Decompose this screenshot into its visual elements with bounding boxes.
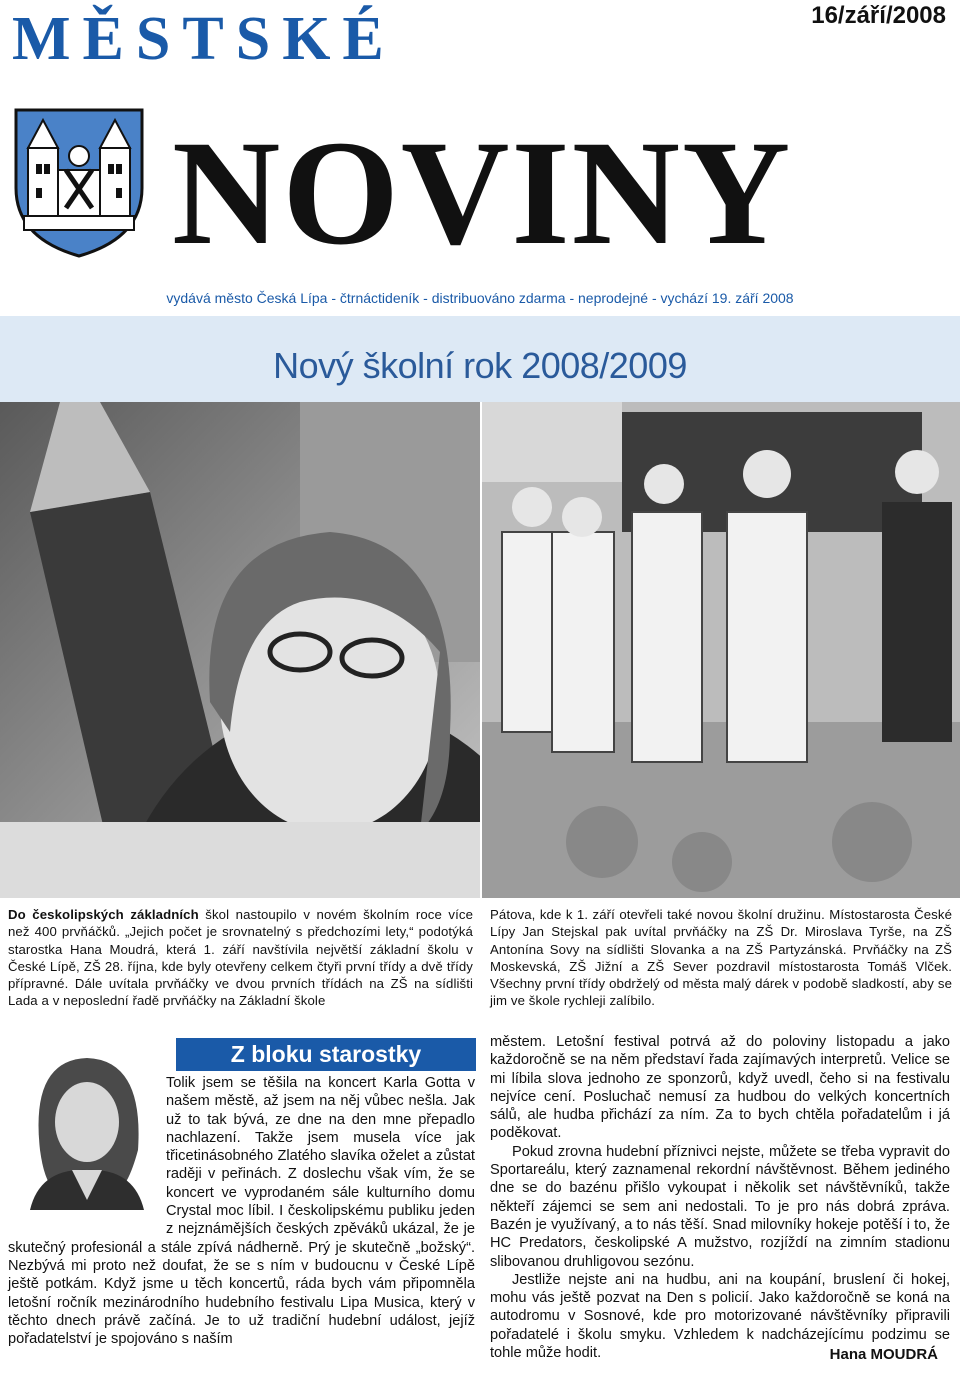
- column-signature: Hana MOUDRÁ: [829, 1346, 938, 1363]
- lead-text-left: [8, 906, 473, 1010]
- masthead-top-title: MĚSTSKÉ: [12, 5, 396, 73]
- lead-text-left-rest: škol nastoupilo v novém školním roce více než 400 prvňáčků. „Jejich počet je srovnatelný s předchozími lety,“ podotýká starostka Hana Moudrá, která 1. září navštívila největší základní školu v České Lípě, ZŠ 28. října, kde byly otevřeny celkem čtyři první třídy a dvě třídy přípravné. Dále uvítala prvňáčky ve dvou prvních třídách na ZŠ na sídlišti Lada a v neposlední řadě prvňáčky na Základní škole: [8, 907, 474, 1009]
- masthead-main-title: NOVINY: [172, 110, 793, 276]
- photo-girl-with-cone: [0, 402, 480, 898]
- column-paragraph-3: Jestliže nejste ani na hudbu, ani na koupání, bruslení či hokej, mohu vás ještě pozvat na Den s policií. Jako každoročně se koná na autodromu v Sosnové, kde pro motorizované návštěvníky připravili pořadatelé i školu smyku. Vzhledem k nadcházejícímu podzimu se tohle může hodit.: [490, 1271, 950, 1362]
- column-text-left: [8, 1074, 475, 1348]
- page-headline: Nový školní rok 2008/2009: [273, 345, 687, 386]
- lead-bold-start: Do českolipských základních: [8, 907, 199, 922]
- column-text-right: [490, 1033, 950, 1362]
- issue-date: 16/září/2008: [811, 2, 946, 29]
- portrait-float: [8, 1074, 166, 1228]
- tagline: vydává město Česká Lípa - čtrnáctideník - distribuováno zdarma - neprodejné - vychází 19. září 2008: [166, 290, 794, 306]
- column-paragraph-2: Pokud zrovna hudební příznivci nejste, můžete se třeba vypravit do Sportareálu, který zaznamenal rekordní návštěvnost. Během jediného dne se do bazénu přišlo vykoupat i několik set návštěvníků, takže někteří zájemci se sem ani nedostali. To je pro nás dobrá zpráva. Bazén je využívaný, a to nás těší. Snad milovníky hokeje potěší i to, že HC Predators, českolipské A mužstvo, rozjíždí na zimním stadionu slibovanou druhligovou sezónu.: [490, 1143, 950, 1270]
- coat-of-arms-icon: [14, 108, 144, 258]
- lead-text-right: Pátova, kde k 1. září otevřeli také novou školní družinu. Místostarosta České Lípy Jan Stejskal pak uvítal prvňáčky na ZŠ Dr. Miroslava Tyrše, na ZŠ Antonína Sovy na sídlišti Slovanka a na ZŠ Partyzánská. Prvňáčky na ZŠ Moskevská, ZŠ Jižní a ZŠ Sever pozdravil místostarosta Tomáš Vlček. Všechny první třídy obdrželý od města malý dárek v podobě sladkostí, aby se jim ve škole rychleji zalíbilo.: [490, 907, 952, 1009]
- column-paragraph-1: městem. Letošní festival potrvá až do poloviny listopadu a jako každoročně se na něm představí řada zajímavých interpretů. Velice se mi líbila slova jednoho ze sponzorů, když uvedl, čeho si na festivalu nejvíce cení. Posluchač nemusí za hudbou do velkých koncertních sálů, ale hudba přichází za ním. Za to bych chtěla pořadatelům i já poděkovat.: [490, 1034, 950, 1142]
- column-text-left-body: Tolik jsem se těšila na koncert Karla Gotta v našem městě, až jsem na něj vůbec nešla. Jak už to tak bývá, ze dne na den mne přepadlo nachlazení. Takže jsem musela více jak třicetinásobného Zlatého slavíka oželet a zůstat raději v peřinách. Z doslechu však vím, že se koncert ve vyprodaném sále kulturního domu Crystal moc líbil. I českolipskému publiku jeden z nejznámějších českých zpěváků ukázal, že je skutečný profesionál a stále zpívá nádherně. Prý je skutečně „božský“. Nezbývá mi proto než doufat, že se s ním v budoucnu v České Lípě ještě potkám. Když jsme u těch koncertů, ráda bych vám připomněla letošní ročník mezinárodního hudebního festivalu Lipa Musica, který v těchto dnech právě začíná. Je to už tradiční hudební událost, jejíž pořadatelství je spojováno s naším: [8, 1075, 475, 1348]
- column-heading: Z bloku starostky: [176, 1038, 476, 1071]
- photo-classroom-visit: [482, 402, 960, 898]
